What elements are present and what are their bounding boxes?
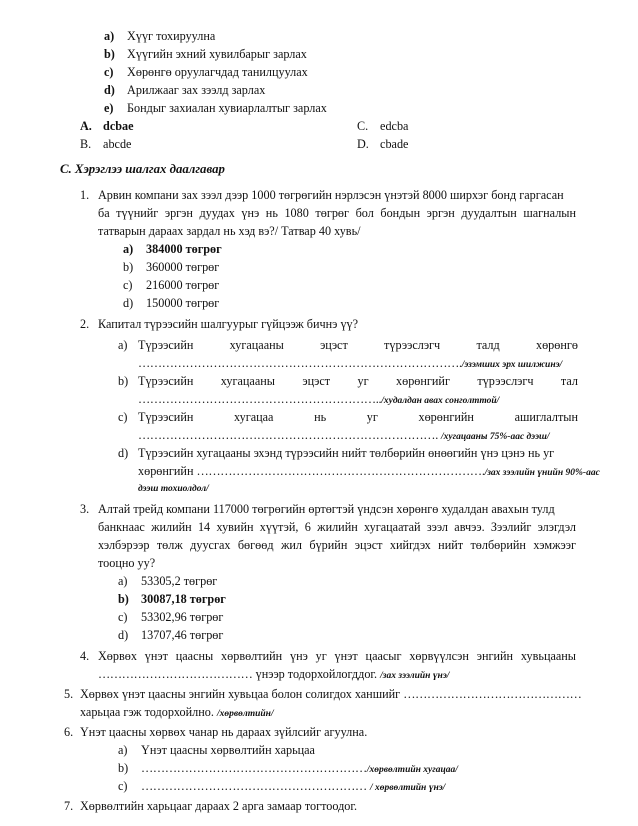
q5-text-line: Хөрвөх үнэт цаасны энгийн хувьцаа болон солигдох ханшийг ……………………………………… <box>80 687 582 701</box>
q1-option: a) 384000 төгрөг <box>123 242 222 256</box>
blank-dots: ……………………………………… <box>403 687 582 701</box>
top-option-c: C. edcba <box>357 119 409 133</box>
q4-text-line2: ………………………………… үнээр тодорхойлогддог. /зах зээлийн үнэ/ <box>98 667 450 681</box>
q2-option-a-letter: a) <box>118 338 128 352</box>
item-letter: b) <box>104 47 115 61</box>
answer-note: /зах зээлийн үнийн 90%-аас <box>484 468 600 478</box>
q2-option-c-letter: c) <box>118 410 128 424</box>
top-option-a: A. dcbae <box>80 119 134 133</box>
blank-dots: ………………………………………………………………. <box>196 464 485 478</box>
q1-option: c) 216000 төгрөг <box>123 278 220 292</box>
q2-option-b-words: Түрээсийн хугацааны эцэст уг хөрөнгийг түрээслэгч тал <box>138 374 578 388</box>
answer-note: /худалдан авах сонголттой/ <box>381 396 500 406</box>
q7-number: 7. <box>64 799 74 813</box>
q1-text-line: татварын дараах зардал нь хэд вэ?/ Татвар 40 хувь/ <box>98 224 361 238</box>
q3-option: a) 53305,2 төгрөг <box>118 574 218 588</box>
item-letter: c) <box>104 65 114 79</box>
q2-option-c-words: Түрээсийн хугацаа нь уг хөрөнгийн ашиглалтын <box>138 410 578 424</box>
q1-option: d) 150000 төгрөг <box>123 296 220 310</box>
q3-text-line: Алтай трейд компани 117000 төгрөгийн өртөгтэй үндсэн хөрөнгө худалдан авахын тулд <box>98 502 555 516</box>
q2-option-c-answer <box>138 427 550 445</box>
blank-dots: ………………………………………………… <box>141 779 367 793</box>
top-list-item <box>104 82 265 98</box>
q2-option-b-letter: b) <box>118 374 129 388</box>
item-letter: a) <box>104 29 115 43</box>
q6-option-b: b) …………………………………………………/хөрвөлтийн хугацаа/ <box>118 761 458 775</box>
top-option-b: B. abcde <box>80 137 132 151</box>
q1-option: b) 360000 төгрөг <box>123 260 220 274</box>
q4-number: 4. <box>80 649 90 663</box>
q5-text-line2: харьцаа гэж тодорхойлно. /хөрвөлтийн/ <box>80 705 274 719</box>
answer-note: / хөрвөлтийн үнэ/ <box>369 783 446 793</box>
q2-option-d-note2: дээш тохиолдол/ <box>138 484 209 494</box>
q2-option-b-answer <box>138 391 499 409</box>
section-title: C. Хэрэглээ шалгах даалгавар <box>60 162 225 176</box>
q6-option-c: c) ………………………………………………… / хөрвөлтийн үнэ/ <box>118 779 446 793</box>
q2-option-a-answer <box>138 355 562 373</box>
q6-option-a: a) Үнэт цаасны хөрвөлтийн харьцаа <box>118 743 315 757</box>
item-text: Хүүгийн эхний хувилбарыг зарлах <box>127 47 307 61</box>
q6-text: Үнэт цаасны хөрвөх чанар нь дараах зүйлсийг агуулна. <box>80 725 368 739</box>
q1-text-line: Арвин компани зах зээл дээр 1000 төгрөгийн нэрлэсэн үнэтэй 8000 ширхэг бонд гаргасан <box>98 188 564 202</box>
q3-option: d) 13707,46 төгрөг <box>118 628 224 642</box>
blank-dots: …………………………………………………………………. <box>138 428 438 442</box>
q4-text-line: Хөрвөх үнэт цаасны хөрвөлтийн үнэ уг үнэт цаасыг хөрвүүлсэн энгийн хувьцааны <box>98 649 576 663</box>
q5-number: 5. <box>64 687 74 701</box>
answer-note: /хөрвөлтийн хугацаа/ <box>366 765 458 775</box>
blank-dots: ………………………………………………………………………. <box>138 356 462 370</box>
q3-number: 3. <box>80 502 90 516</box>
item-letter: e) <box>104 101 114 115</box>
blank-dots: …………………………………………………….. <box>138 392 382 406</box>
q2-option-a-words: Түрээсийн хугацааны эцэст түрээслэгч талд хөрөнгө <box>138 338 578 352</box>
q1-number: 1. <box>80 188 90 202</box>
q2-option-d-letter: d) <box>118 446 129 460</box>
item-text: Бондыг захиалан хувиарлалтыг зарлах <box>127 101 327 115</box>
top-list-item <box>104 100 327 116</box>
item-text: Хөрөнгө оруулагчдад танилцуулах <box>127 65 308 79</box>
top-list-item <box>104 64 308 80</box>
item-text: Арилжааг зах зээлд зарлах <box>127 83 266 97</box>
q2-text: Капитал түрээсийн шалгуурыг гүйцээж бичнэ үү? <box>98 317 359 331</box>
q7-text: Хөрвөлтийн харьцааг дараах 2 арга замаар тогтоодог. <box>80 799 358 813</box>
answer-note: /хөрвөлтийн/ <box>216 709 274 719</box>
q3-text-line: банкнаас жилийн 14 хувийн хүүтэй, 6 жилийн хугацаатай зээл авчээ. Зээлийг элэгдэл <box>98 520 576 534</box>
item-letter: d) <box>104 83 115 97</box>
q6-number: 6. <box>64 725 74 739</box>
top-list-item <box>104 46 307 62</box>
item-text: Хүүг тохируулна <box>127 29 216 43</box>
q2-option-d-line1: Түрээсийн хугацааны эхэнд түрээсийн нийт төлбөрийн өнөөгийн үнэ цэнэ нь уг <box>138 446 555 460</box>
blank-dots: ………………………………………………… <box>141 761 367 775</box>
answer-note: /хугацааны 75%-аас дээш/ <box>440 432 550 442</box>
top-list-item <box>104 28 215 44</box>
q3-text-line: тооцно уу? <box>98 556 156 570</box>
q2-option-d-line2: хөрөнгийн ………………………………………………………………./зах зээлийн үнийн 90%-аас <box>138 464 600 478</box>
blank-dots: ………………………………… <box>98 667 253 681</box>
top-option-d: D. cbade <box>357 137 409 151</box>
q3-option: c) 53302,96 төгрөг <box>118 610 224 624</box>
q3-option: b) 30087,18 төгрөг <box>118 592 226 606</box>
answer-note: /зах зээлийн үнэ/ <box>380 671 450 681</box>
q3-text-line: хэлбэрээр төлж дуусгах бөгөөд жил бүрийн эцэст хийгдэх нийт төлбөрийн хэмжээг <box>98 538 576 552</box>
answer-note: /эзэмших эрх шилжинэ/ <box>461 360 563 370</box>
q2-number: 2. <box>80 317 90 331</box>
q1-text-line: ба түүнийг эргэн дуудах үнэ нь 1080 төгрөг бол бондын эргэн дуудалтын шагналын <box>98 206 576 220</box>
